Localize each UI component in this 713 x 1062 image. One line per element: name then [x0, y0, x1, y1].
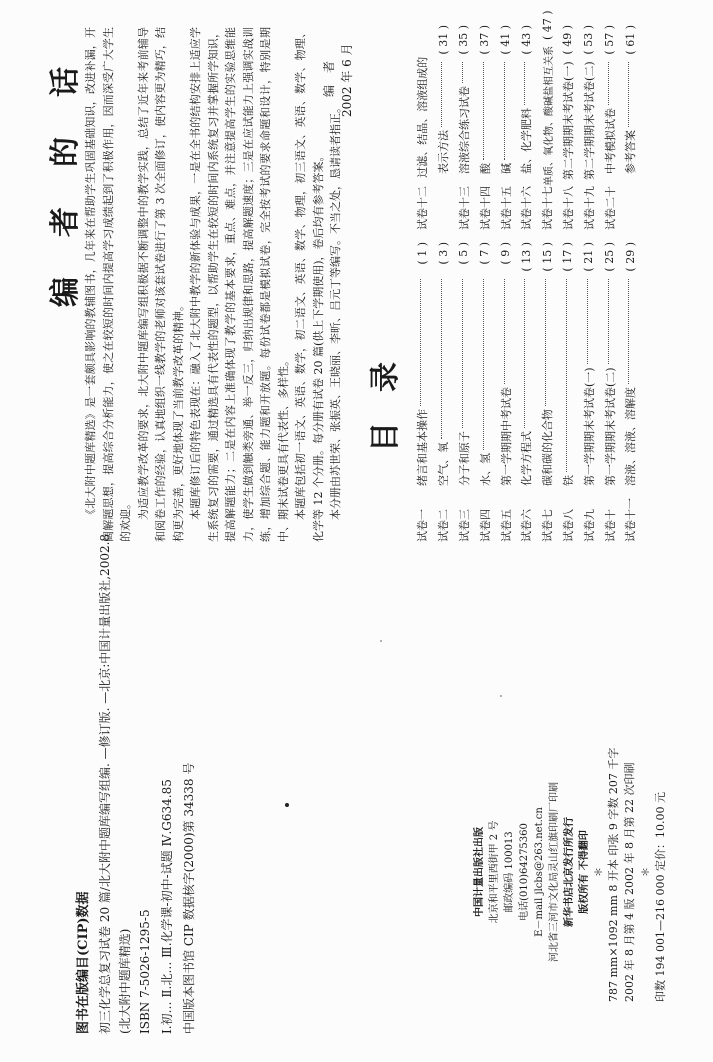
toc-key: 试卷十八: [561, 186, 575, 230]
preface-paragraph: 本题库修订后的特色表现在：融入了北大附中教学的新体验与成果，一是在全书的结构安排上适应学生系统复习的需要，通过精选具有代表性的题型，以帮助学生在较短的时间内系统复习并掌握所学知识，提高解题能力；二是在内容上准确体现了教学的基本要求，重点、难点，并注意提高学生的实验思维能力，使学生做到触类旁通、举一反三，归纳出规律和思路，提高解题速度；三是在应试能力上强调实战训练，增加综合题、能力题和开放题。每份试卷都是模拟试卷，完全按考试的要求命题和设计，特别是期中、期末试卷更具有代表性、多样性。: [189, 27, 290, 542]
toc-label: 溶液、溶液、溶解度: [624, 387, 638, 486]
toc-label: 铁: [561, 475, 575, 486]
imprint-separator: ＊: [594, 867, 605, 877]
toc-leader: [566, 279, 567, 472]
toc-label: 水、氢: [478, 453, 492, 486]
imprint-price: 印数 194 001—216 000 定价：10.00 元: [654, 792, 667, 1002]
toc-key: 试卷十六: [520, 186, 534, 230]
toc-entry[interactable]: [578, 242, 599, 542]
toc-page: ( 43 ): [519, 25, 533, 55]
toc-leader: [420, 279, 421, 406]
toc-entry[interactable]: [537, 242, 558, 542]
imprint-edition: 2002 年 8 月第 4 版 2002 年 8 月第 22 次印刷: [623, 762, 636, 1002]
toc-entry[interactable]: [516, 25, 537, 230]
toc-leader: [545, 279, 546, 406]
toc-page: ( 37 ): [478, 25, 492, 55]
toc-leader: [441, 279, 442, 439]
cip-line-1: 初三化学总复习试卷 20 篇/北大附中题库编写组编. —修订版. —北京:中国计量出版社,2002.8: [98, 533, 112, 1034]
toc-key: 试卷十一: [624, 498, 638, 542]
toc-label: 表示方法: [437, 130, 451, 174]
toc-label: 过滤、结晶、溶液组成的: [416, 56, 430, 178]
toc-key: 试卷十四: [478, 186, 492, 230]
imprint-separator-2: ＊: [641, 867, 652, 877]
toc-page: ( 5 ): [457, 242, 471, 265]
toc-label: 第二学期期末考试卷(二): [582, 61, 596, 180]
toc-page: ( 31 ): [436, 25, 450, 55]
toc-leader: [608, 279, 609, 364]
imprint-publisher: 中国计量出版社出版: [474, 827, 485, 917]
toc-left-column: [412, 242, 641, 542]
toc-key: 试卷四: [478, 509, 492, 542]
toc-key: 试卷五: [499, 509, 513, 542]
toc-key: 试卷二: [437, 509, 451, 542]
toc-leader: [462, 279, 463, 428]
toc-label: 中考模拟试卷: [603, 108, 617, 174]
toc-page: ( 49 ): [561, 25, 575, 55]
toc-label: 盐、化学肥料: [520, 108, 534, 174]
imprint-email: E－mail jlcbs@263.net.cn: [534, 807, 545, 937]
toc-label: 空气、氧: [437, 442, 451, 486]
toc-key: 试卷九: [582, 509, 596, 542]
toc-label: 碳和碳的化合物: [541, 409, 555, 486]
toc-entry[interactable]: [599, 242, 620, 542]
toc-page: ( 61 ): [623, 25, 637, 55]
toc-entry[interactable]: [454, 25, 475, 230]
imprint-address: 北京和平里西街甲 2 号: [489, 820, 500, 924]
imprint-block: [470, 712, 668, 1002]
preface-date: 2002 年 6 月: [340, 43, 354, 117]
toc-label: 化学方程式: [520, 431, 534, 486]
toc-page: ( 7 ): [478, 242, 492, 265]
speck-mark: [500, 695, 502, 697]
toc-entry[interactable]: [578, 25, 599, 230]
cip-line-3: ISBN 7-5026-1295-5: [138, 909, 152, 1034]
toc-entry[interactable]: [474, 242, 495, 542]
toc-title: 目录: [368, 332, 403, 452]
toc-key: 试卷三: [457, 509, 471, 542]
toc-label: 单质、氧化物、酸碱盐相互关系: [543, 46, 555, 186]
toc-entry[interactable]: [495, 242, 516, 542]
toc-key: 试卷六: [520, 509, 534, 542]
cip-line-2: (北大附中题库精选): [118, 928, 132, 1034]
toc-entry[interactable]: [433, 242, 454, 542]
imprint-distributor: 新华书店北京发行所发行: [564, 817, 575, 927]
toc-page: ( 9 ): [499, 242, 513, 265]
cip-line-5: 中国版本图书馆 CIP 数据核字(2000)第 34338 号: [182, 762, 196, 1034]
toc-page: ( 17 ): [561, 242, 575, 272]
toc-key: 试卷八: [561, 509, 575, 542]
imprint-format: 787 mm×1092 mm 8 开本 印张 9 字数 207 千字: [607, 747, 620, 1002]
toc-entry[interactable]: [599, 25, 620, 230]
toc-label: 第一学期期末考试卷(二): [603, 367, 617, 486]
toc-entry[interactable]: [558, 25, 579, 230]
toc-leader: [462, 62, 463, 83]
toc-key: 试卷一: [416, 509, 430, 542]
toc-leader: [504, 279, 505, 384]
preface-paragraph: 为适应教学改革的要求，北大附中题库编写组积极据不断调整中的教学实践，总结了近年来考前辅导和阅卷工作的经验，认真地组织一线教学的老师对该套试卷进行了第 3 次全面修订，使内容更为精巧，结构更为完善，更好地体现了当前教学改革的精神。: [136, 27, 185, 542]
toc-leader: [628, 62, 629, 127]
toc-entry[interactable]: [620, 242, 641, 542]
toc-key: 试卷七: [541, 509, 555, 542]
imprint-printer: 河北省三河市文化局灵山红旗印刷厂印刷: [549, 782, 560, 962]
imprint-copyright: 版权所有 不得翻印: [579, 830, 590, 914]
toc-label: 酸: [478, 163, 492, 174]
toc-page: ( 29 ): [623, 242, 637, 272]
toc-leader: [608, 62, 609, 105]
toc-entry[interactable]: [620, 25, 641, 230]
toc-entry[interactable]: [454, 242, 475, 542]
preface-paragraph: 本分册由苏世荣、张振英、王晓丽、李昕、吕元丁等编写。不当之处，恳请读者指正。: [329, 102, 342, 520]
cip-line-4: Ⅰ.初… Ⅱ.北… Ⅲ.化学课-初中-试题 Ⅳ.G634.85: [160, 779, 174, 1034]
toc-key: 试卷十: [603, 509, 617, 542]
toc-label: 第一学期期中考试卷: [499, 387, 513, 486]
imprint-postcode: 邮政编码 100013: [504, 831, 515, 913]
preface-title: 编者的话: [48, 27, 83, 307]
toc-entry[interactable]: [412, 242, 433, 542]
toc-page: ( 3 ): [436, 242, 450, 265]
toc-leader: [524, 62, 525, 105]
toc-label: 碱: [499, 163, 513, 174]
toc-leader: [524, 279, 525, 428]
toc-label: 第一学期期末考试卷(一): [582, 367, 596, 486]
toc-entry[interactable]: [495, 25, 516, 230]
toc-page: ( 1 ): [415, 242, 429, 265]
toc-key: 试卷十七: [541, 186, 555, 230]
toc-page: ( 53 ): [582, 25, 596, 55]
toc-page: ( 13 ): [519, 242, 533, 272]
toc-entry[interactable]: [558, 242, 579, 542]
toc-leader: [587, 279, 588, 364]
toc-page: ( 25 ): [603, 242, 617, 272]
toc-page: ( 35 ): [457, 25, 471, 55]
toc-entry[interactable]: [412, 25, 433, 230]
toc-label: 第二学期期末考试卷(一): [561, 61, 575, 180]
toc-leader: [483, 279, 484, 450]
preface-paragraph: 本题库包括初一语文、英语、数学，初二语文、英语、数学、物理，初三语文、英语、数学、物理、化学等 12 个分册。每分册有试卷 20 篇(供上下学期使用)，卷后均有参考答案。: [294, 27, 325, 542]
toc-page: ( 57 ): [603, 25, 617, 55]
toc-leader: [441, 62, 442, 127]
toc-label: 溶液综合练习试卷: [457, 86, 471, 174]
preface-paragraph: 《北大附中题库精选》是一套颇具影响的教辅图书，几年来在帮助学生巩固基础知识，改进补漏，开阔解题思想，提高综合分析能力，使之在较短的时间内提高学习成绩起到了积极作用，因而深受广大学生的欢迎。: [84, 27, 132, 542]
toc-page: ( 41 ): [499, 25, 513, 55]
toc-key: 试卷十五: [499, 186, 513, 230]
toc-key: 试卷十二: [416, 186, 430, 230]
toc-page: ( 21 ): [582, 242, 596, 272]
toc-page: ( 47 ): [540, 10, 554, 40]
toc-label: 参考答案: [624, 130, 638, 174]
toc-right-column: [412, 10, 641, 230]
toc-label: 分子和原子: [457, 431, 471, 486]
cip-title: 图书在版编目(CIP)数据: [76, 891, 91, 1034]
toc-entry[interactable]: [474, 25, 495, 230]
toc-entry[interactable]: [537, 10, 558, 230]
toc-key: 试卷十三: [457, 186, 471, 230]
preface-body: [82, 27, 345, 542]
speck-mark: [285, 803, 289, 807]
toc-page: ( 15 ): [540, 242, 554, 272]
toc-leader: [504, 62, 505, 160]
imprint-phone: 电话(010)64275360: [519, 823, 530, 921]
toc-entry[interactable]: [433, 25, 454, 230]
toc-leader: [483, 62, 484, 160]
toc-leader: [628, 279, 629, 384]
speck-mark: [380, 640, 382, 642]
toc-key: 试卷二十: [603, 186, 617, 230]
toc-label: 绪言和基本操作: [416, 409, 430, 486]
toc-entry[interactable]: [516, 242, 537, 542]
toc-key: 试卷十九: [582, 186, 596, 230]
preface-signature: 编 者: [322, 60, 336, 97]
